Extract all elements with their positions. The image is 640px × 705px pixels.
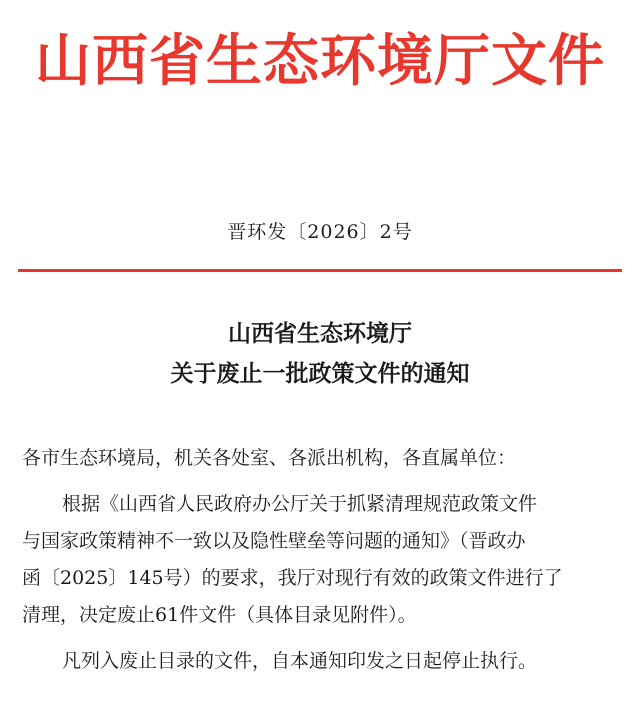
paragraph-2 bbox=[22, 643, 622, 680]
notice-body bbox=[22, 440, 622, 689]
paragraph-1-line-1: 根据《山西省人民政府办公厅关于抓紧清理规范政策文件 bbox=[62, 493, 538, 515]
paragraph-1-line-3: 函〔2025〕145号）的要求，我厅对现行有效的政策文件进行了 bbox=[22, 567, 563, 589]
notice-title-line-1: 山西省生态环境厅 bbox=[228, 320, 412, 347]
notice-title bbox=[0, 314, 640, 394]
paragraph-1-line-4: 清理，决定废止61件文件（具体目录见附件）。 bbox=[22, 604, 417, 626]
salutation: 各市生态环境局，机关各处室、各派出机构，各直属单位： bbox=[22, 447, 517, 469]
paragraph-2-line-1: 凡列入废止目录的文件，自本通知印发之日起停止执行。 bbox=[62, 650, 538, 672]
paragraph-1-line-2: 与国家政策精神不一致以及隐性壁垒等问题的通知》（晋政办 bbox=[22, 530, 526, 552]
document-masthead: 山西省生态环境厅文件 bbox=[35, 29, 605, 94]
paragraph-1 bbox=[22, 486, 622, 634]
notice-title-line-2: 关于废止一批政策文件的通知 bbox=[170, 360, 470, 387]
document-number: 晋环发〔2026〕2号 bbox=[227, 221, 413, 243]
red-divider-line bbox=[18, 269, 622, 272]
